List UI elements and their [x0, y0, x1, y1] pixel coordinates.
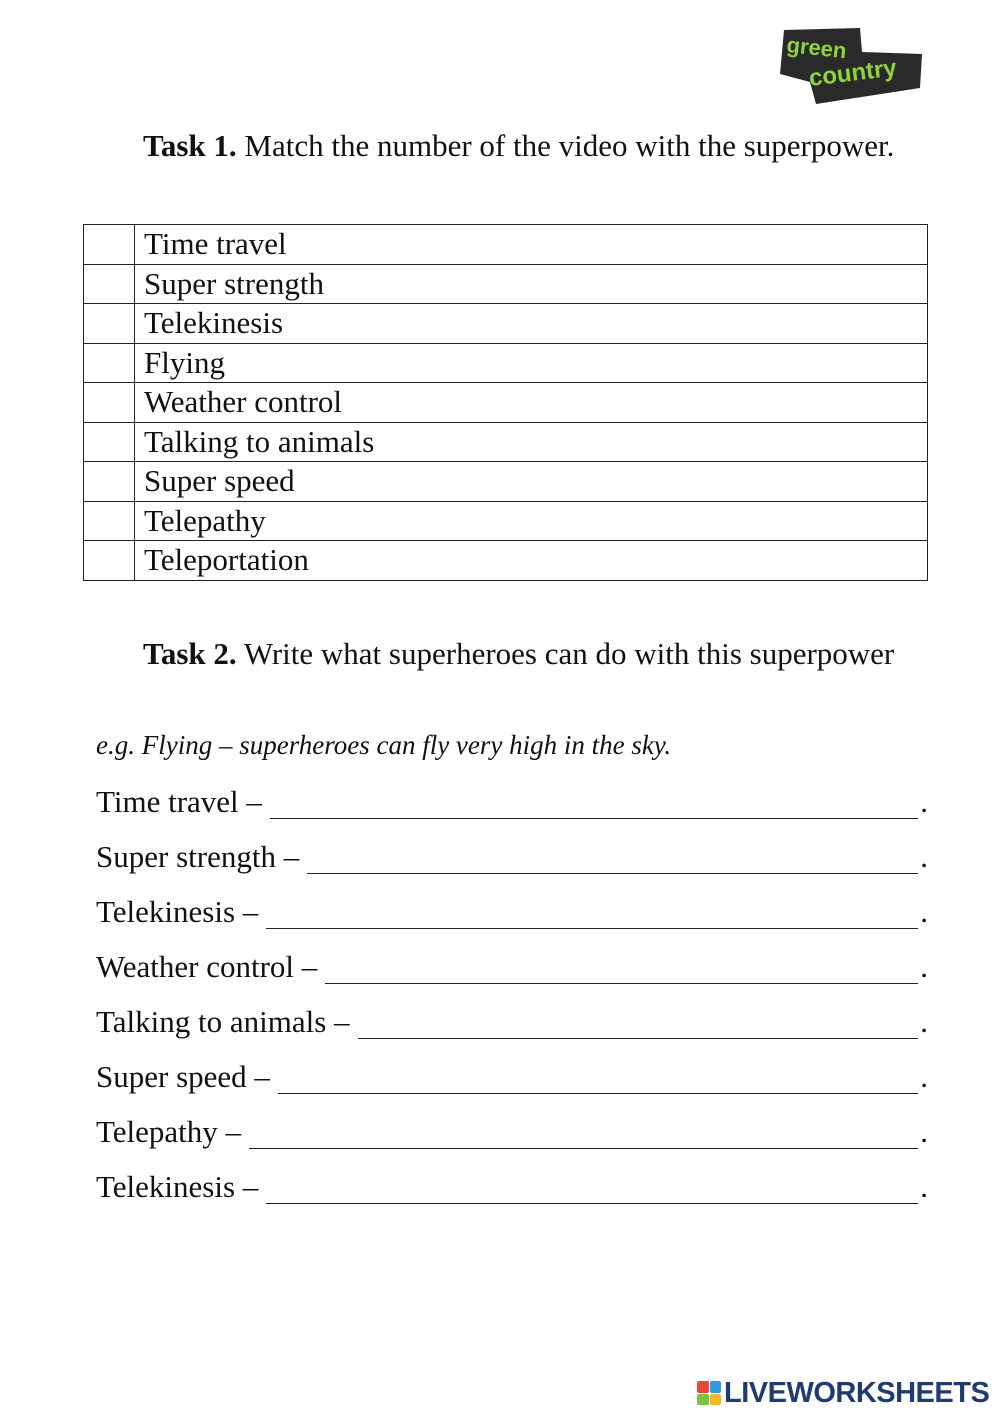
- table-row: [84, 264, 928, 304]
- superpower-match-table: [83, 224, 928, 581]
- answer-label: Telekinesis –: [96, 1169, 259, 1204]
- answer-line: [96, 1055, 928, 1110]
- video-number-cell[interactable]: [84, 501, 135, 541]
- answer-end: .: [920, 894, 928, 929]
- task1-instruction: [143, 124, 927, 167]
- superpower-cell: Weather control: [135, 383, 928, 423]
- video-number-cell[interactable]: [84, 383, 135, 423]
- video-number-cell[interactable]: [84, 225, 135, 265]
- superpower-cell: Telepathy: [135, 501, 928, 541]
- answer-line: [96, 1110, 928, 1165]
- table-row: [84, 462, 928, 502]
- answer-line: [96, 890, 928, 945]
- table-row: [84, 343, 928, 383]
- liveworksheets-brand: LIVEWORKSHEETS: [724, 1376, 990, 1409]
- superpower-cell: Flying: [135, 343, 928, 383]
- table-row: [84, 383, 928, 423]
- green-country-logo: [776, 22, 926, 112]
- answer-end: .: [920, 1169, 928, 1204]
- superpower-cell: Teleportation: [135, 541, 928, 581]
- superpower-cell: Super strength: [135, 264, 928, 304]
- task1-title: Task 1.: [143, 128, 237, 163]
- answer-blank[interactable]: [307, 835, 918, 874]
- answer-blank[interactable]: [266, 1165, 918, 1204]
- answer-blank[interactable]: [249, 1110, 918, 1149]
- answer-label: Time travel –: [96, 784, 262, 819]
- table-row: [84, 304, 928, 344]
- answer-label: Super speed –: [96, 1059, 270, 1094]
- video-number-cell[interactable]: [84, 541, 135, 581]
- video-number-cell[interactable]: [84, 462, 135, 502]
- answer-blank[interactable]: [270, 780, 918, 819]
- answer-line: [96, 945, 928, 1000]
- logo-line1: green: [785, 32, 848, 64]
- superpower-cell: Telekinesis: [135, 304, 928, 344]
- table-row: [84, 501, 928, 541]
- answer-end: .: [920, 1114, 928, 1149]
- answer-line: [96, 835, 928, 890]
- answer-end: .: [920, 949, 928, 984]
- table-row: [84, 541, 928, 581]
- table-row: [84, 225, 928, 265]
- example-sentence: e.g. Flying – superheroes can fly very high in the sky.: [96, 730, 672, 760]
- table-row: [84, 422, 928, 462]
- logo-line2: country: [807, 54, 899, 92]
- superpower-cell: Talking to animals: [135, 422, 928, 462]
- answer-line: [96, 1165, 928, 1220]
- answer-end: .: [920, 839, 928, 874]
- answer-end: .: [920, 1059, 928, 1094]
- superpower-cell: Super speed: [135, 462, 928, 502]
- task1-text: Match the number of the video with the superpower.: [236, 128, 895, 163]
- answer-blank[interactable]: [278, 1055, 918, 1094]
- answer-label: Weather control –: [96, 949, 318, 984]
- task2-instruction: [143, 632, 927, 675]
- video-number-cell[interactable]: [84, 264, 135, 304]
- answer-line: [96, 780, 928, 835]
- answer-blank[interactable]: [325, 945, 918, 984]
- superpower-cell: Time travel: [135, 225, 928, 265]
- task2-text: Write what superheroes can do with this superpower: [236, 636, 895, 671]
- liveworksheets-footer: [697, 1376, 989, 1410]
- answer-label: Talking to animals –: [96, 1004, 350, 1039]
- answer-end: .: [920, 1004, 928, 1039]
- answer-end: .: [920, 784, 928, 819]
- answer-line: [96, 1000, 928, 1055]
- liveworksheets-icon: [697, 1381, 721, 1405]
- answer-label: Super strength –: [96, 839, 300, 874]
- answer-blank[interactable]: [266, 890, 918, 929]
- answer-list: [96, 780, 928, 1220]
- video-number-cell[interactable]: [84, 422, 135, 462]
- answer-label: Telepathy –: [96, 1114, 242, 1149]
- task2-title: Task 2.: [143, 636, 237, 671]
- answer-blank[interactable]: [358, 1000, 919, 1039]
- video-number-cell[interactable]: [84, 304, 135, 344]
- answer-label: Telekinesis –: [96, 894, 259, 929]
- video-number-cell[interactable]: [84, 343, 135, 383]
